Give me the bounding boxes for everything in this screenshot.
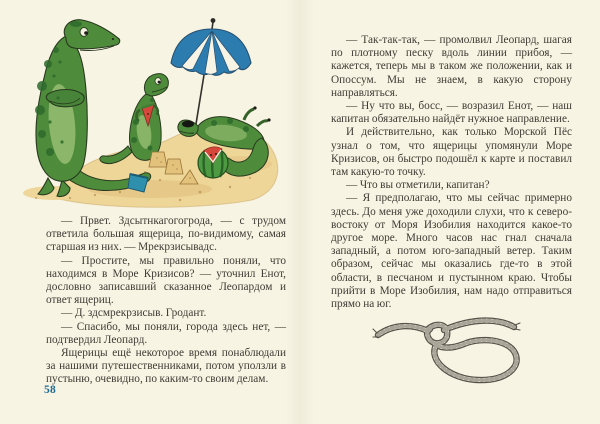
sand-mold xyxy=(165,159,183,174)
paragraph: Ящерицы ещё некоторое время понаблюдали за нашими путешественниками, потом уползли в пустыню, очевидно, по каким-то своим делам. xyxy=(46,347,286,386)
rope-knot-illustration xyxy=(372,297,522,392)
sunglasses-icon xyxy=(182,121,194,128)
right-page-text xyxy=(331,34,572,311)
watermelon-icon xyxy=(198,147,228,178)
left-page-text xyxy=(46,215,286,387)
beach-lizards-illustration xyxy=(0,2,300,214)
paragraph: — Что вы отметили, капитан? xyxy=(346,179,490,192)
beach-umbrella-icon xyxy=(171,18,251,124)
paragraph: И действительно, как только Морской Пёс узнал о том, что ящерицы упомянули Море Кризисов, он быстро подошёл к карте и поставил там какую-то точку. xyxy=(331,126,572,179)
paragraph: — Я предполагаю, что мы сейчас примерно здесь. До меня уже доходили слухи, что к северо-востоку от Моря Изобилия находится какое-то другое море. Много часов нас гнал сначала западный, а потом юго-западный ветер. Таким образом, сейчас мы оказались где-то в этой области, в песчаном и пустынном краю. Чтобы прийти в Море Изобилия, нам надо отправиться прямо на юг. xyxy=(331,192,572,311)
page-number: 58 xyxy=(44,384,57,396)
sand-mold xyxy=(149,152,167,167)
middle-lizard xyxy=(100,74,169,164)
paragraph: — Простите, мы правильно поняли, что находимся в Море Кризисов? — уточнил Енот, дословно записавший сказанное Леопардом и ответ ящериц. xyxy=(46,254,286,307)
paragraph: — Так-так-так, — промолвил Леопард, шагая по плотному песку вдоль линии прибоя, — кажется, теперь мы в таком же положении, как и Опоссум. Мы не знаем, в какую сторону направляться. xyxy=(331,34,572,99)
paragraph: — Спасибо, мы поняли, города здесь нет, — подтвердил Леопард. xyxy=(46,320,286,346)
paragraph: — Д. здсмрекрзисыв. Гродант. xyxy=(61,307,207,320)
paragraph: — Првет. Здсытнкагогогрода, — с трудом ответила большая ящерица, по-видимому, самая старшая из них. — Мрекрзисывадс. xyxy=(46,215,286,254)
paragraph: — Ну что вы, босс, — возразил Енот, — наш капитан обязательно найдёт нужное направление. xyxy=(331,100,572,126)
